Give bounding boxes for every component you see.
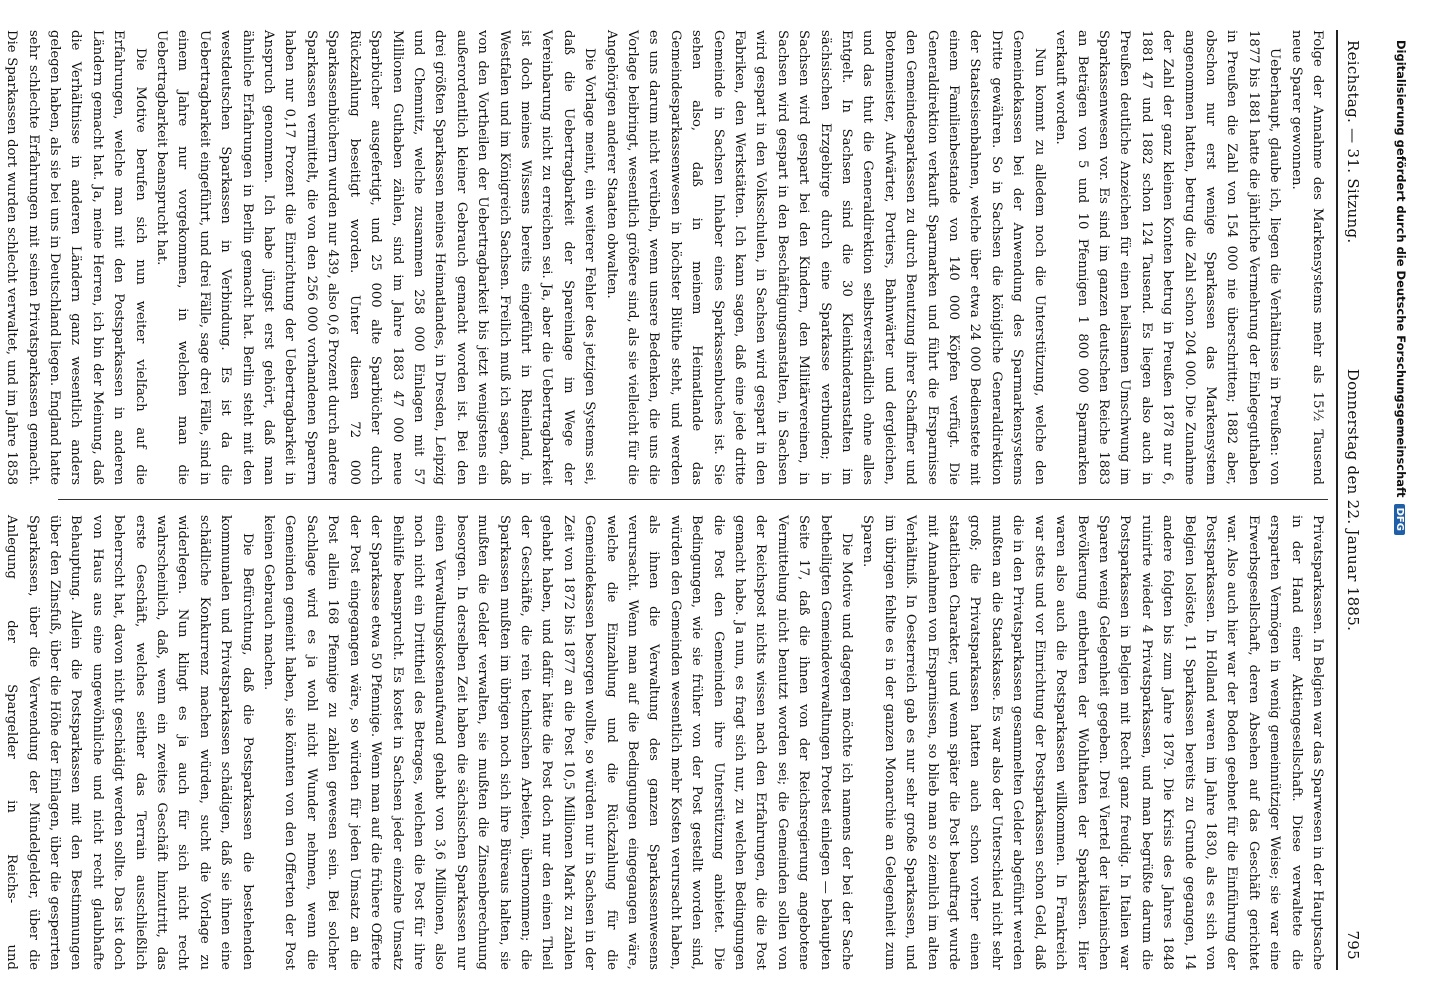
paragraph: Nun kommt zu alledem noch die Unterstützung, welche den Gemeindekassen bei der Anwendung des Sparmarkensystems Dritte gewähren. So in Sachsen die königliche Generaldirektion der Staatseisenbahnen, welche über etwa 24 000 Bedienstete mit einem Familienbestande von 140 000 Köpfen verfügt. Die Generaldirektion verkauft Sparmarken und führt die Ersparnisse den Gemeindesparkassen zu durch Benutzung ihrer Schaffner und Botenmeister, Aufwärter, Portiers, Bahnwärter und dergleichen, und das thut die Generaldirektion selbstverständlich ohne alles Entgelt. In Sachsen sind die 30 Kleinkinderanstalten im sächsischen Erzgebirge durch eine Sparkasse verbunden; in Sachsen wird gespart bei den Kindern, den Militärvereinen, in Sachsen wird gespart in den Beschäftigungsanstalten, in Sachsen wird gespart in den Volksschulen, in Sachsen wird gespart in den Fabriken, den Werkstätten. Ich kann sagen, daß eine jede dritte Gemeinde in Sachsen Inhaber eines Sparkassenbuches ist. Sie sehen also, daß in meinem Heimatlande das Gemeindesparkassenwesen in höchster Blüthe steht, und werden es uns darum nicht verübeln, wenn unsere Bedenken, die uns die Vorlage beibringt, wesentlich größere sind, als sie vielleicht für die Angehörigen anderer Staaten obwalten. [603, 30, 1047, 485]
paragraph: Die Motive und dagegen möchte ich namens der bei der Sache betheiligten Gemeindeverwaltungen Protest einlegen — behaupten Seite 17, daß die ihnen von der Reichsregierung angebotene Vermittelung nicht benutzt worden sei; die Gemeinden sollen von der Reichspost nichts wissen nach den Erfahrungen, die die Post gemacht habe. Ja nun, es fragt sich nur, zu welchen Bedingungen die Post den Gemeinden ihre Unterstützung anbietet. Die Bedingungen, wie sie früher von der Post gestellt worden sind, würden den Gemeinden wesentlich mehr Kosten verursacht haben, als ihnen die Verwaltung des ganzen Sparkassenwesens verursacht. Wenn man auf die Bedingungen eingegangen wäre, welche die Einzahlung und die Rückzahlung für die Gemeindekassen besorgen wollte, so würden nur in Sachsen in der Zeit von 1872 bis 1877 an die Post 10,5 Millionen Mark zu zahlen gehabt haben, und dafür hätte die Post doch nur den einen Theil der Geschäfte, die rein technischen Arbeiten, übernommen; die Sparkassen mußten im übrigen noch sich ihre Büreaus halten, sie mußten die Gelder verwalten, sie mußten die Zinsenberechnung besorgen. In derselben Zeit haben die sächsischen Sparkassen nur einen Verwaltungskostenaufwand gehabt von 3,6 Millionen, also noch nicht ein Dritttheil des Betrages, welchen die Post für ihre Beihilfe beansprucht. Es kostet in Sachsen jeder einzelne Umsatz der Sparkasse etwa 50 Pfennige. Wenn man auf die frühere Offerte der Post eingegangen wäre, so würden für jeden Umsatz an die Post allein 168 Pfennige zu zahlen gewesen sein. Bei solcher Sachlage wird es ja wohl nicht Wunder nehmen, wenn die Gemeinden gemeint haben, sie könnten von den Offerten der Post keinen Gebrauch machen. [261, 515, 855, 970]
paragraph: Ueberhaupt, glaube ich, liegen die Verhältnisse in Preußen: von 1877 bis 1881 hatte die jährliche Vermehrung der Einlegeguthaben in Preußen die Zahl von 154 000 nie überschritten; 1882 aber, obschon nur erst wenige Sparkassen das Markensystem angenommen hatten, betrug die Zahl schon 204 000. Die Zunahme der Zahl der ganz kleinen Konten betrug in Preußen 1878 nur 6, 1881 47 und 1882 schon 124 Tausend. Es liegen also auch in Preußen deutliche Anzeichen für einen heilsamen Umschwung im Sparkassenwesen vor. Es sind im ganzen deutschen Reiche 1883 an Beträgen von 5 und 10 Pfennigen 1 800 000 Sparmarken verkauft worden. [1053, 30, 1283, 485]
paragraph: Die Befürchtung, daß die Postsparkassen die bestehenden kommunalen und Privatsparkassen schädigen, daß sie ihnen eine schädliche Konkurrenz machen würden, sucht die Vorlage zu widerlegen. Nun klingt es ja auch für sich nicht recht wahrscheinlich, daß, wenn ein zweites Geschäft hinzutritt, das erste Geschäft, welches seither das Terrain ausschließlich beherrscht hat, davon nicht geschädigt werden sollte. Das ist doch von Haus aus eine ungewöhnliche und nicht recht glaubhafte Behauptung. Allein die Postsparkassen mit den Bestimmungen über den Zinsfuß, über die Höhe der Einlagen, über die gesperrten Sparkassen, über die Verwendung der Mündelgelder, über die Anlegung der Spargelder in Reichs- und [4, 515, 255, 970]
paragraph: Folge der Annahme des Markensystems mehr als 15½ Tausend neue Sparer gewonnen. [1288, 30, 1325, 485]
header-session: Reichstag. — 31. Sitzung. [1344, 40, 1362, 244]
column-rule [58, 499, 1328, 500]
left-column [4, 30, 1328, 486]
page-header [1338, 30, 1362, 970]
page-number: 795 [1344, 930, 1362, 960]
paragraph: Privatsparkassen. In Belgien war das Sparwesen in der Hauptsache in der Hand einer Aktiengesellschaft. Diese verwaltete die ersparten Vermögen in wenig gemeinnütziger Weise; sie war eine Erwerbsgesellschaft, deren Absehen auf das Geschäft gerichtet war. Also auch hier war der Boden geebnet für die Einführung der Postsparkassen. In Holland waren im Jahre 1830, als es sich von Belgien loslöste, 11 Sparkassen bereits zu Grunde gegangen, 14 andere folgten bis zum Jahre 1879. Die Krisis des Jahres 1848 ruinirte wieder 4 Privatsparkassen, und man begrüßte darum die Postsparkassen in Belgien mit Recht ganz freudig. In Italien war Sparen wenig Gelegenheit gegeben. Drei Viertel der italienischen Bevölkerung entbehrten der Wohlthaten der Sparkassen. Hier waren also auch die Postsparkassen willkommen. In Frankreich war stets und vor Einrichtung der Postsparkassen schon Geld, daß die in den Privatsparkassen gesammelten Gelder abgeführt werden mußten an die Staatskasse. Es war also der Unterschied nicht sehr groß; die Privatsparkassen hatten auch schon vorher einen staatlichen Charakter, und wenn später die Post beauftragt wurde mit Annahmen von Ersparnissen, so blieb man so ziemlich im alten Verhältniß. In Oesterreich gab es nur sehr große Sparkassen, und im übrigen fehlte es in der ganzen Monarchie an Gelegenheit zum Sparen. [860, 515, 1325, 970]
digitization-note [1378, 40, 1420, 970]
paragraph: Die Motive berufen sich nun weiter vielfach auf die Erfahrungen, welche man mit den Postsparkassen in anderen Ländern gemacht hat. Ja, meine Herren, ich bin der Meinung, daß die Verhältnisse in anderen Ländern ganz wesentlich anders gelegen haben, als sie bei uns in Deutschland liegen. England hatte sehr schlechte Erfahrungen mit seinen Privatsparkassen gemacht. Die Sparkassen dort wurden schlecht verwaltet, und im Jahre 1858 [4, 30, 148, 485]
right-column [4, 515, 1328, 970]
funding-note-text: Digitalisierung gefördert durch die Deutsche Forschungsgemeinschaft [1394, 40, 1408, 498]
paragraph: Die Vorlage meint, ein weiterer Fehler des jetzigen Systems sei, daß die Uebertragbarkeit der Spareinlage im Wege der Vereinbarung nicht zu erreichen sei. Ja, aber die Uebertragbarkeit ist doch meines Wissens bereits eingeführt in Rheinland, in Westfalen und im Königreich Sachsen. Freilich muß ich sagen, daß von den Vortheilen der Uebertragbarkeit bis jetzt wenigstens ein außerordentlich kleiner Gebrauch gemacht worden ist. Bei den drei größten Sparkassen meines Heimatlandes, in Dresden, Leipzig und Chemnitz, welche zusammen 258 000 Einlagen mit 57 Millionen Guthaben zählen, sind im Jahre 1883 47 000 neue Sparbücher ausgefertigt, und 25 000 alte Sparbücher durch Rückzahlung beseitigt worden. Unter diesen 72 000 Sparkassenbüchern wurden nur 439, also 0,6 Prozent durch andere Sparkassen vermittelt, die von den 256 000 vorhandenen Sparern haben nur 0,17 Prozent die Einrichtung der Uebertragbarkeit in Anspruch genommen. Ich habe jüngst erst gehört, daß man ähnliche Erfahrungen in Berlin gemacht hat. Berlin steht mit den westdeutschen Sparkassen in Verbindung. Es ist da die Uebertragbarkeit eingeführt, und drei Fälle, sage drei Fälle, sind in einem Jahre nur vorgekommen, in welchen man die Uebertragbarkeit beansprucht hat. [154, 30, 598, 486]
header-rule [1336, 30, 1338, 970]
document-page [4, 30, 1370, 970]
dfg-logo: DFG [1394, 504, 1405, 535]
header-date: Donnerstag den 22. Januar 1885. [1344, 368, 1362, 632]
